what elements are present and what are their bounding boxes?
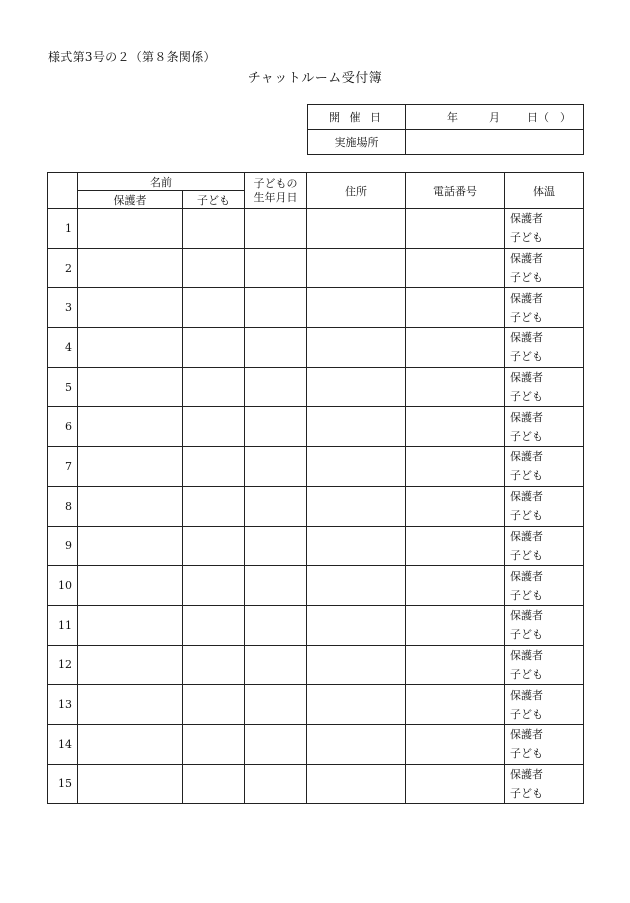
table-row: [48, 486, 584, 526]
phone-cell[interactable]: [406, 367, 505, 407]
temp-child-label: 子ども: [510, 786, 543, 800]
row-number: 15: [48, 764, 78, 804]
venue-field[interactable]: [406, 130, 584, 155]
guardian-name-cell[interactable]: [78, 685, 183, 725]
child-name-cell[interactable]: [183, 209, 245, 249]
address-cell[interactable]: [307, 367, 406, 407]
address-cell[interactable]: [307, 724, 406, 764]
header-guardian: 保護者: [78, 191, 183, 209]
row-number: 8: [48, 486, 78, 526]
temperature-cell[interactable]: [505, 764, 584, 804]
phone-cell[interactable]: [406, 328, 505, 368]
temp-child-label: 子ども: [510, 707, 543, 721]
table-row: [48, 209, 584, 249]
child-name-cell[interactable]: [183, 367, 245, 407]
temp-guardian-label: 保護者: [510, 609, 543, 623]
birthdate-cell[interactable]: [245, 486, 307, 526]
birthdate-cell[interactable]: [245, 328, 307, 368]
guardian-name-cell[interactable]: [78, 724, 183, 764]
table-body: [48, 209, 584, 804]
address-cell[interactable]: [307, 645, 406, 685]
date-label: 開 催 日: [308, 105, 406, 130]
child-name-cell[interactable]: [183, 566, 245, 606]
birthdate-cell[interactable]: [245, 367, 307, 407]
table-row: [48, 367, 584, 407]
temperature-cell[interactable]: [505, 724, 584, 764]
venue-label: 実施場所: [308, 130, 406, 155]
phone-cell[interactable]: [406, 407, 505, 447]
date-row: [308, 105, 584, 130]
row-number: 9: [48, 526, 78, 566]
child-name-cell[interactable]: [183, 526, 245, 566]
address-cell[interactable]: [307, 328, 406, 368]
guardian-name-cell[interactable]: [78, 407, 183, 447]
phone-cell[interactable]: [406, 685, 505, 725]
header-child-birthdate: [245, 173, 307, 209]
temperature-cell[interactable]: [505, 367, 584, 407]
address-cell[interactable]: [307, 526, 406, 566]
birthdate-cell[interactable]: [245, 407, 307, 447]
temperature-cell[interactable]: [505, 486, 584, 526]
temp-guardian-label: 保護者: [510, 569, 543, 583]
temperature-cell[interactable]: [505, 407, 584, 447]
birthdate-cell[interactable]: [245, 526, 307, 566]
child-name-cell[interactable]: [183, 724, 245, 764]
row-number: 12: [48, 645, 78, 685]
date-month-label: 月: [489, 111, 500, 124]
guardian-name-cell[interactable]: [78, 367, 183, 407]
temp-guardian-label: 保護者: [510, 410, 543, 424]
date-field[interactable]: [406, 105, 584, 130]
birthdate-cell[interactable]: [245, 685, 307, 725]
header-number-cell: [48, 173, 78, 209]
header-phone: 電話番号: [406, 173, 505, 209]
child-name-cell[interactable]: [183, 328, 245, 368]
address-cell[interactable]: [307, 486, 406, 526]
form-number: 様式第3号の２（第８条関係）: [48, 50, 216, 64]
address-cell[interactable]: [307, 407, 406, 447]
table-row: [48, 685, 584, 725]
table-row: [48, 724, 584, 764]
child-name-cell[interactable]: [183, 764, 245, 804]
reception-table: [47, 172, 584, 804]
temp-guardian-label: 保護者: [510, 450, 543, 464]
phone-cell[interactable]: [406, 605, 505, 645]
address-cell[interactable]: [307, 209, 406, 249]
temperature-cell[interactable]: [505, 566, 584, 606]
child-name-cell[interactable]: [183, 407, 245, 447]
table-row: [48, 566, 584, 606]
guardian-name-cell[interactable]: [78, 486, 183, 526]
table-row: [48, 605, 584, 645]
temp-child-label: 子ども: [510, 747, 543, 761]
header-child-birthdate-text: 子どもの生年月日: [253, 176, 298, 204]
temp-child-label: 子ども: [510, 271, 543, 285]
table-row: [48, 645, 584, 685]
temp-child-label: 子ども: [510, 231, 543, 245]
child-name-cell[interactable]: [183, 447, 245, 487]
header-child: 子ども: [183, 191, 245, 209]
row-number: 6: [48, 407, 78, 447]
address-cell[interactable]: [307, 566, 406, 606]
temperature-cell[interactable]: [505, 328, 584, 368]
address-cell[interactable]: [307, 764, 406, 804]
birthdate-cell[interactable]: [245, 645, 307, 685]
address-cell[interactable]: [307, 288, 406, 328]
date-year-label: 年: [447, 111, 458, 124]
header-address: 住所: [307, 173, 406, 209]
phone-cell[interactable]: [406, 724, 505, 764]
temp-child-label: 子ども: [510, 350, 543, 364]
phone-cell[interactable]: [406, 645, 505, 685]
header-row-1: [48, 173, 584, 191]
guardian-name-cell[interactable]: [78, 605, 183, 645]
guardian-name-cell[interactable]: [78, 248, 183, 288]
table-row: [48, 447, 584, 487]
row-number: 10: [48, 566, 78, 606]
address-cell[interactable]: [307, 685, 406, 725]
address-cell[interactable]: [307, 447, 406, 487]
temperature-cell[interactable]: [505, 685, 584, 725]
child-name-cell[interactable]: [183, 486, 245, 526]
temp-child-label: 子ども: [510, 310, 543, 324]
temp-guardian-label: 保護者: [510, 648, 543, 662]
date-day-label: 日（ ）: [527, 111, 571, 124]
temp-child-label: 子ども: [510, 429, 543, 443]
temp-child-label: 子ども: [510, 548, 543, 562]
table-row: [48, 407, 584, 447]
table-row: [48, 288, 584, 328]
phone-cell[interactable]: [406, 209, 505, 249]
temperature-cell[interactable]: [505, 526, 584, 566]
guardian-name-cell[interactable]: [78, 328, 183, 368]
temp-child-label: 子ども: [510, 509, 543, 523]
child-name-cell[interactable]: [183, 288, 245, 328]
address-cell[interactable]: [307, 605, 406, 645]
temp-guardian-label: 保護者: [510, 212, 543, 226]
phone-cell[interactable]: [406, 526, 505, 566]
row-number: 3: [48, 288, 78, 328]
child-name-cell[interactable]: [183, 605, 245, 645]
temp-guardian-label: 保護者: [510, 529, 543, 543]
temp-child-label: 子ども: [510, 469, 543, 483]
row-number: 2: [48, 248, 78, 288]
temperature-cell[interactable]: [505, 645, 584, 685]
temperature-cell[interactable]: [505, 209, 584, 249]
phone-cell[interactable]: [406, 248, 505, 288]
birthdate-cell[interactable]: [245, 288, 307, 328]
table-row: [48, 328, 584, 368]
temperature-cell[interactable]: [505, 248, 584, 288]
row-number: 13: [48, 685, 78, 725]
phone-cell[interactable]: [406, 764, 505, 804]
birthdate-cell[interactable]: [245, 248, 307, 288]
event-info-table: [307, 104, 584, 155]
temp-guardian-label: 保護者: [510, 688, 543, 702]
temp-guardian-label: 保護者: [510, 252, 543, 266]
temp-guardian-label: 保護者: [510, 728, 543, 742]
row-number: 5: [48, 367, 78, 407]
phone-cell[interactable]: [406, 288, 505, 328]
header-temperature: 体温: [505, 173, 584, 209]
temperature-cell[interactable]: [505, 288, 584, 328]
temp-child-label: 子ども: [510, 628, 543, 642]
temp-guardian-label: 保護者: [510, 767, 543, 781]
row-number: 4: [48, 328, 78, 368]
birthdate-cell[interactable]: [245, 209, 307, 249]
temp-child-label: 子ども: [510, 390, 543, 404]
temp-child-label: 子ども: [510, 667, 543, 681]
row-number: 11: [48, 605, 78, 645]
table-row: [48, 764, 584, 804]
birthdate-cell[interactable]: [245, 605, 307, 645]
birthdate-cell[interactable]: [245, 447, 307, 487]
guardian-name-cell[interactable]: [78, 209, 183, 249]
guardian-name-cell[interactable]: [78, 764, 183, 804]
birthdate-cell[interactable]: [245, 724, 307, 764]
temperature-cell[interactable]: [505, 605, 584, 645]
row-number: 1: [48, 209, 78, 249]
phone-cell[interactable]: [406, 566, 505, 606]
child-name-cell[interactable]: [183, 645, 245, 685]
address-cell[interactable]: [307, 248, 406, 288]
guardian-name-cell[interactable]: [78, 566, 183, 606]
temp-guardian-label: 保護者: [510, 291, 543, 305]
guardian-name-cell[interactable]: [78, 288, 183, 328]
guardian-name-cell[interactable]: [78, 447, 183, 487]
phone-cell[interactable]: [406, 486, 505, 526]
phone-cell[interactable]: [406, 447, 505, 487]
row-number: 14: [48, 724, 78, 764]
birthdate-cell[interactable]: [245, 764, 307, 804]
guardian-name-cell[interactable]: [78, 645, 183, 685]
child-name-cell[interactable]: [183, 248, 245, 288]
row-number: 7: [48, 447, 78, 487]
temperature-cell[interactable]: [505, 447, 584, 487]
birthdate-cell[interactable]: [245, 566, 307, 606]
venue-row: [308, 130, 584, 155]
document-title: チャットルーム受付簿: [247, 71, 383, 86]
table-row: [48, 248, 584, 288]
temp-guardian-label: 保護者: [510, 490, 543, 504]
temp-guardian-label: 保護者: [510, 371, 543, 385]
child-name-cell[interactable]: [183, 685, 245, 725]
table-row: [48, 526, 584, 566]
temp-child-label: 子ども: [510, 588, 543, 602]
guardian-name-cell[interactable]: [78, 526, 183, 566]
temp-guardian-label: 保護者: [510, 331, 543, 345]
header-name: 名前: [78, 173, 245, 191]
